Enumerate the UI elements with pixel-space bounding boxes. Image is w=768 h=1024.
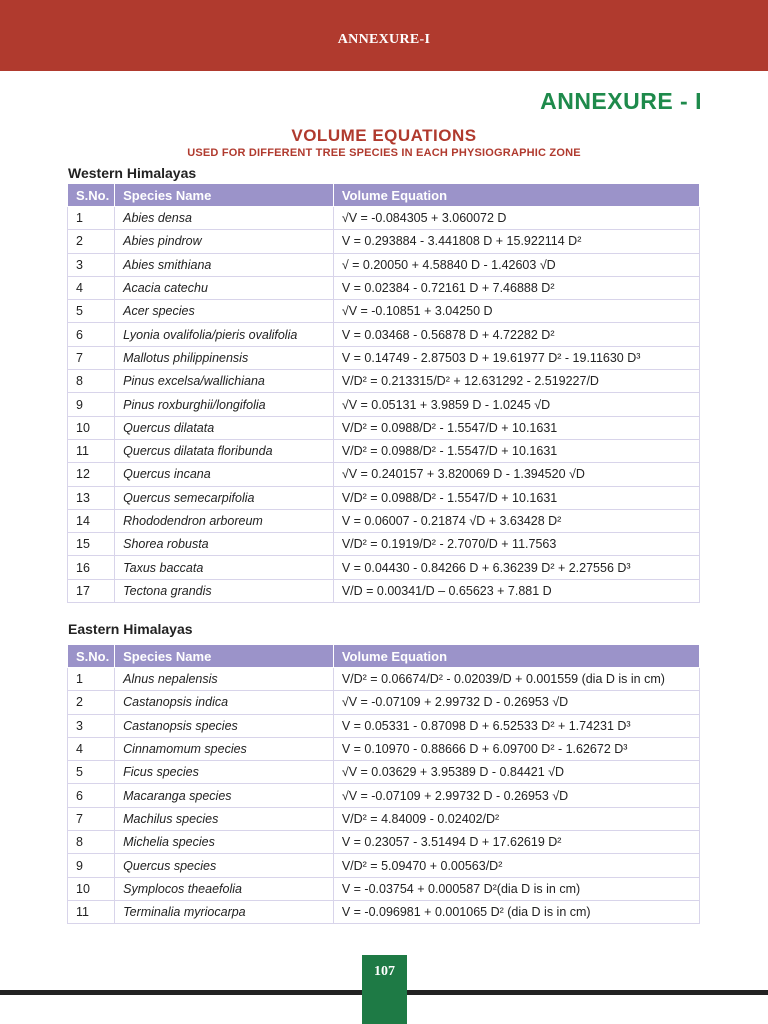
row-sno: 3 (68, 714, 115, 737)
row-sno: 17 (68, 579, 115, 602)
annexure-heading: ANNEXURE - I (540, 88, 702, 114)
western-table-body (68, 207, 700, 603)
table-row (68, 370, 700, 393)
table-row (68, 714, 700, 737)
row-sno: 1 (68, 207, 115, 230)
header-bar (0, 0, 768, 71)
eastern-table-body (68, 668, 700, 924)
row-species-name: Quercus incana (115, 463, 334, 486)
row-volume-equation: V = 0.03468 - 0.56878 D + 4.72282 D² (333, 323, 699, 346)
row-species-name: Rhododendron arboreum (115, 509, 334, 532)
table-row (68, 854, 700, 877)
row-volume-equation: V/D = 0.00341/D – 0.65623 + 7.881 D (333, 579, 699, 602)
row-sno: 6 (68, 323, 115, 346)
table-row (68, 556, 700, 579)
row-volume-equation: V = 0.06007 - 0.21874 √D + 3.63428 D² (333, 509, 699, 532)
eastern-himalayas-heading: Eastern Himalayas (68, 621, 193, 637)
row-sno: 5 (68, 761, 115, 784)
row-volume-equation: V = -0.03754 + 0.000587 D²(dia D is in cm) (333, 877, 699, 900)
row-species-name: Shorea robusta (115, 533, 334, 556)
table-row (68, 393, 700, 416)
table-row (68, 416, 700, 439)
row-volume-equation: V = 0.02384 - 0.72161 D + 7.46888 D² (333, 276, 699, 299)
row-volume-equation: V/D² = 5.09470 + 0.00563/D² (333, 854, 699, 877)
row-species-name: Quercus dilatata (115, 416, 334, 439)
row-volume-equation: V/D² = 0.0988/D² - 1.5547/D + 10.1631 (333, 416, 699, 439)
row-species-name: Abies pindrow (115, 230, 334, 253)
row-sno: 8 (68, 831, 115, 854)
row-species-name: Acacia catechu (115, 276, 334, 299)
table-row (68, 784, 700, 807)
table-row (68, 807, 700, 830)
column-header-species: Species Name (115, 645, 334, 668)
row-volume-equation: V = 0.23057 - 3.51494 D + 17.62619 D² (333, 831, 699, 854)
page-number: 107 (374, 964, 395, 979)
table-row (68, 253, 700, 276)
column-header-species: Species Name (115, 184, 334, 207)
page-title: VOLUME EQUATIONS (291, 126, 477, 145)
row-species-name: Acer species (115, 300, 334, 323)
row-species-name: Cinnamomum species (115, 737, 334, 760)
table-row (68, 300, 700, 323)
row-species-name: Machilus species (115, 807, 334, 830)
row-sno: 9 (68, 854, 115, 877)
table-row (68, 486, 700, 509)
row-sno: 16 (68, 556, 115, 579)
row-species-name: Symplocos theaefolia (115, 877, 334, 900)
row-volume-equation: √V = -0.084305 + 3.060072 D (333, 207, 699, 230)
row-species-name: Michelia species (115, 831, 334, 854)
row-sno: 3 (68, 253, 115, 276)
table-row (68, 463, 700, 486)
column-header-sno: S.No. (68, 645, 115, 668)
row-volume-equation: √V = 0.05131 + 3.9859 D - 1.0245 √D (333, 393, 699, 416)
table-row (68, 900, 700, 923)
table-row (68, 207, 700, 230)
row-species-name: Pinus excelsa/wallichiana (115, 370, 334, 393)
row-sno: 10 (68, 416, 115, 439)
table-row (68, 323, 700, 346)
table-row (68, 346, 700, 369)
row-volume-equation: V = 0.14749 - 2.87503 D + 19.61977 D² - 19.11630 D³ (333, 346, 699, 369)
row-volume-equation: V/D² = 0.06674/D² - 0.02039/D + 0.001559 (dia D is in cm) (333, 668, 699, 691)
row-species-name: Abies densa (115, 207, 334, 230)
row-species-name: Lyonia ovalifolia/pieris ovalifolia (115, 323, 334, 346)
table-row (68, 737, 700, 760)
table-row (68, 230, 700, 253)
row-volume-equation: √V = 0.03629 + 3.95389 D - 0.84421 √D (333, 761, 699, 784)
column-header-equation: Volume Equation (333, 184, 699, 207)
row-sno: 2 (68, 230, 115, 253)
row-sno: 4 (68, 737, 115, 760)
row-volume-equation: √V = -0.07109 + 2.99732 D - 0.26953 √D (333, 691, 699, 714)
table-row (68, 276, 700, 299)
row-volume-equation: V/D² = 0.1919/D² - 2.7070/D + 11.7563 (333, 533, 699, 556)
column-header-sno: S.No. (68, 184, 115, 207)
row-volume-equation: V = 0.293884 - 3.441808 D + 15.922114 D² (333, 230, 699, 253)
row-volume-equation: √V = -0.10851 + 3.04250 D (333, 300, 699, 323)
row-volume-equation: V = 0.05331 - 0.87098 D + 6.52533 D² + 1.74231 D³ (333, 714, 699, 737)
row-volume-equation: V/D² = 0.0988/D² - 1.5547/D + 10.1631 (333, 439, 699, 462)
row-volume-equation: V/D² = 0.213315/D² + 12.631292 - 2.519227/D (333, 370, 699, 393)
row-species-name: Mallotus philippinensis (115, 346, 334, 369)
table-row (68, 831, 700, 854)
row-species-name: Terminalia myriocarpa (115, 900, 334, 923)
row-species-name: Macaranga species (115, 784, 334, 807)
row-sno: 4 (68, 276, 115, 299)
table-row (68, 877, 700, 900)
row-sno: 11 (68, 900, 115, 923)
row-sno: 14 (68, 509, 115, 532)
row-volume-equation: √V = -0.07109 + 2.99732 D - 0.26953 √D (333, 784, 699, 807)
row-species-name: Alnus nepalensis (115, 668, 334, 691)
row-species-name: Ficus species (115, 761, 334, 784)
row-species-name: Quercus species (115, 854, 334, 877)
row-species-name: Castanopsis indica (115, 691, 334, 714)
row-sno: 15 (68, 533, 115, 556)
row-species-name: Castanopsis species (115, 714, 334, 737)
eastern-himalayas-table (67, 644, 700, 924)
page-subtitle: USED FOR DIFFERENT TREE SPECIES IN EACH PHYSIOGRAPHIC ZONE (187, 147, 581, 159)
table-row (68, 509, 700, 532)
table-row (68, 579, 700, 602)
row-species-name: Abies smithiana (115, 253, 334, 276)
row-sno: 7 (68, 807, 115, 830)
header-bar-title: ANNEXURE-I (337, 32, 431, 47)
table-row (68, 761, 700, 784)
table-header-row (68, 645, 700, 668)
western-himalayas-heading: Western Himalayas (68, 165, 197, 181)
row-volume-equation: V = 0.10970 - 0.88666 D + 6.09700 D² - 1.62672 D³ (333, 737, 699, 760)
row-species-name: Tectona grandis (115, 579, 334, 602)
row-volume-equation: V/D² = 4.84009 - 0.02402/D² (333, 807, 699, 830)
row-sno: 2 (68, 691, 115, 714)
row-sno: 12 (68, 463, 115, 486)
row-volume-equation: V = 0.04430 - 0.84266 D + 6.36239 D² + 2.27556 D³ (333, 556, 699, 579)
table-row (68, 533, 700, 556)
western-himalayas-table (67, 183, 700, 603)
column-header-equation: Volume Equation (333, 645, 699, 668)
row-volume-equation: V = -0.096981 + 0.001065 D² (dia D is in cm) (333, 900, 699, 923)
table-row (68, 691, 700, 714)
row-sno: 13 (68, 486, 115, 509)
row-sno: 7 (68, 346, 115, 369)
row-species-name: Pinus roxburghii/longifolia (115, 393, 334, 416)
row-species-name: Quercus dilatata floribunda (115, 439, 334, 462)
row-sno: 9 (68, 393, 115, 416)
table-header-row (68, 184, 700, 207)
row-volume-equation: V/D² = 0.0988/D² - 1.5547/D + 10.1631 (333, 486, 699, 509)
table-row (68, 439, 700, 462)
row-sno: 1 (68, 668, 115, 691)
row-sno: 6 (68, 784, 115, 807)
row-species-name: Taxus baccata (115, 556, 334, 579)
row-sno: 5 (68, 300, 115, 323)
row-volume-equation: √ = 0.20050 + 4.58840 D - 1.42603 √D (333, 253, 699, 276)
row-volume-equation: √V = 0.240157 + 3.820069 D - 1.394520 √D (333, 463, 699, 486)
row-sno: 10 (68, 877, 115, 900)
row-sno: 11 (68, 439, 115, 462)
row-sno: 8 (68, 370, 115, 393)
row-species-name: Quercus semecarpifolia (115, 486, 334, 509)
table-row (68, 668, 700, 691)
